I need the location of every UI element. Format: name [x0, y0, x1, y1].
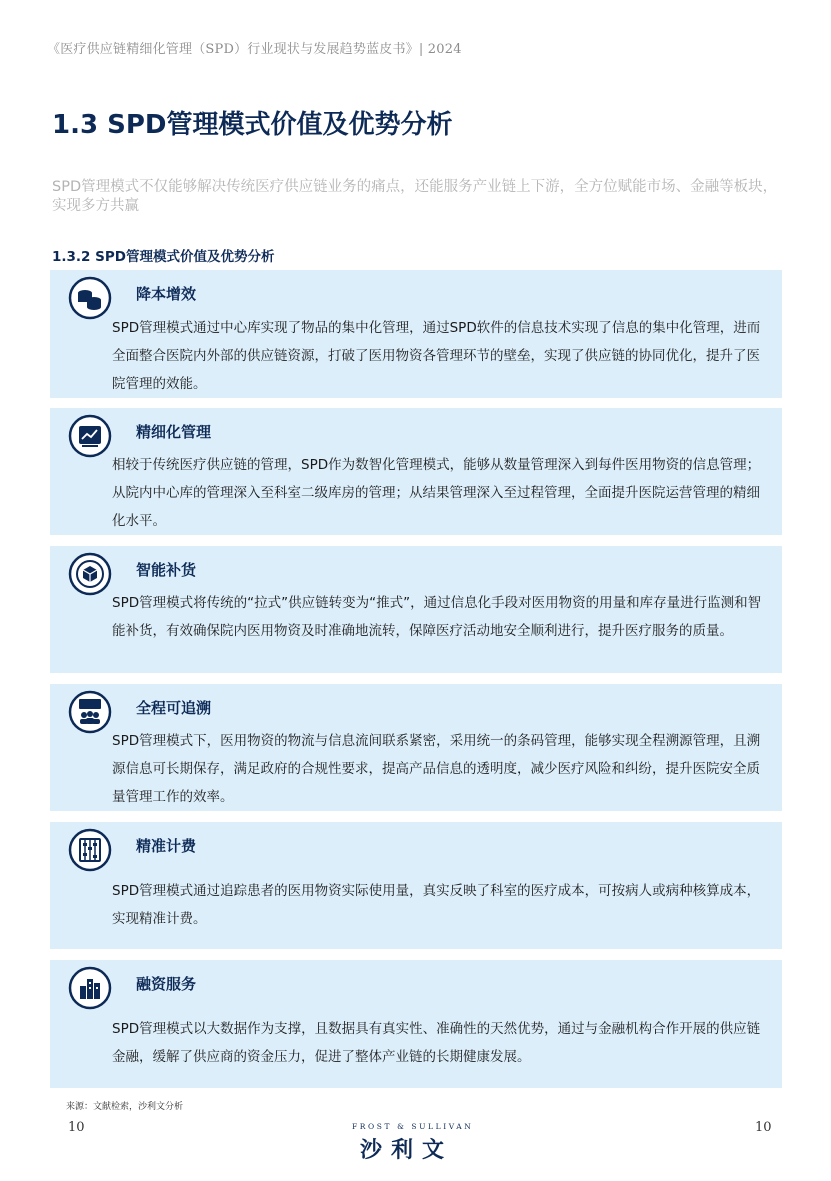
card-title: 智能补货: [136, 561, 197, 579]
team-monitor-icon: [68, 690, 112, 734]
coins-icon: [68, 276, 112, 320]
sub-section-title: 1.3.2 SPD管理模式价值及优势分析: [52, 249, 275, 265]
building-chart-icon: [68, 966, 112, 1010]
card-body: SPD管理模式通过中心库实现了物品的集中化管理，通过SPD软件的信息技术实现了信息的集中化管理，进而全面整合医院内外部的供应链资源，打破了医用物资各管理环节的壁垒，实现了供应链的协同优化，提升了医院管理的效能。: [112, 320, 761, 392]
page-number-right: 10: [755, 1120, 772, 1135]
card-refined-management: [50, 408, 782, 535]
abacus-icon: [68, 828, 112, 872]
card-title: 精细化管理: [136, 423, 212, 441]
section-intro: SPD管理模式不仅能够解决传统医疗供应链业务的痛点，还能服务产业链上下游，全方位赋能市场、金融等板块，实现多方共赢: [52, 179, 778, 214]
card-body: SPD管理模式以大数据作为支撑，且数据具有真实性、准确性的天然优势，通过与金融机构合作开展的供应链金融，缓解了供应商的资金压力，促进了整体产业链的长期健康发展。: [112, 1021, 761, 1065]
card-title: 全程可追溯: [136, 699, 212, 717]
card-precise-billing: [50, 822, 782, 949]
card-body: SPD管理模式将传统的“拉式”供应链转变为“推式”，通过信息化手段对医用物资的用量和库存量进行监测和智能补货，有效确保院内医用物资及时准确地流转，保障医疗活动地安全顺利进行，提升医疗服务的质量。: [112, 595, 762, 639]
running-header: 《医疗供应链精细化管理（SPD）行业现状与发展趋势蓝皮书》| 2024: [47, 42, 462, 57]
dashboard-chart-icon: [68, 414, 112, 458]
card-body: SPD管理模式下，医用物资的物流与信息流间联系紧密，采用统一的条码管理，能够实现全程溯源管理，且溯源信息可长期保存，满足政府的合规性要求，提高产品信息的透明度，减少医疗风险和纠纷，提升医院安全质量管理工作的效率。: [112, 733, 761, 805]
source-note: 来源：文献检索，沙利文分析: [66, 1102, 184, 1112]
brand-name-cn: 沙利文: [360, 1138, 454, 1163]
section-title: 1.3 SPD管理模式价值及优势分析: [52, 110, 453, 140]
card-title: 降本增效: [136, 285, 197, 303]
card-title: 融资服务: [136, 975, 197, 993]
card-full-traceability: [50, 684, 782, 811]
card-smart-replenishment: [50, 546, 782, 673]
brand-name-en: FROST & SULLIVAN: [352, 1122, 474, 1131]
card-body: SPD管理模式通过追踪患者的医用物资实际使用量，真实反映了科室的医疗成本，可按病人或病种核算成本，实现精准计费。: [112, 883, 761, 927]
card-cost-reduction: [50, 270, 782, 398]
card-body: 相较于传统医疗供应链的管理，SPD作为数智化管理模式，能够从数量管理深入到每件医用物资的信息管理；从院内中心库的管理深入至科室二级库房的管理；从结果管理深入至过程管理，全面提升医院运营管理的精细化水平。: [112, 457, 761, 529]
card-title: 精准计费: [136, 837, 197, 855]
page-number-left: 10: [68, 1120, 85, 1135]
card-financing-service: [50, 960, 782, 1088]
box-target-icon: [68, 552, 112, 596]
